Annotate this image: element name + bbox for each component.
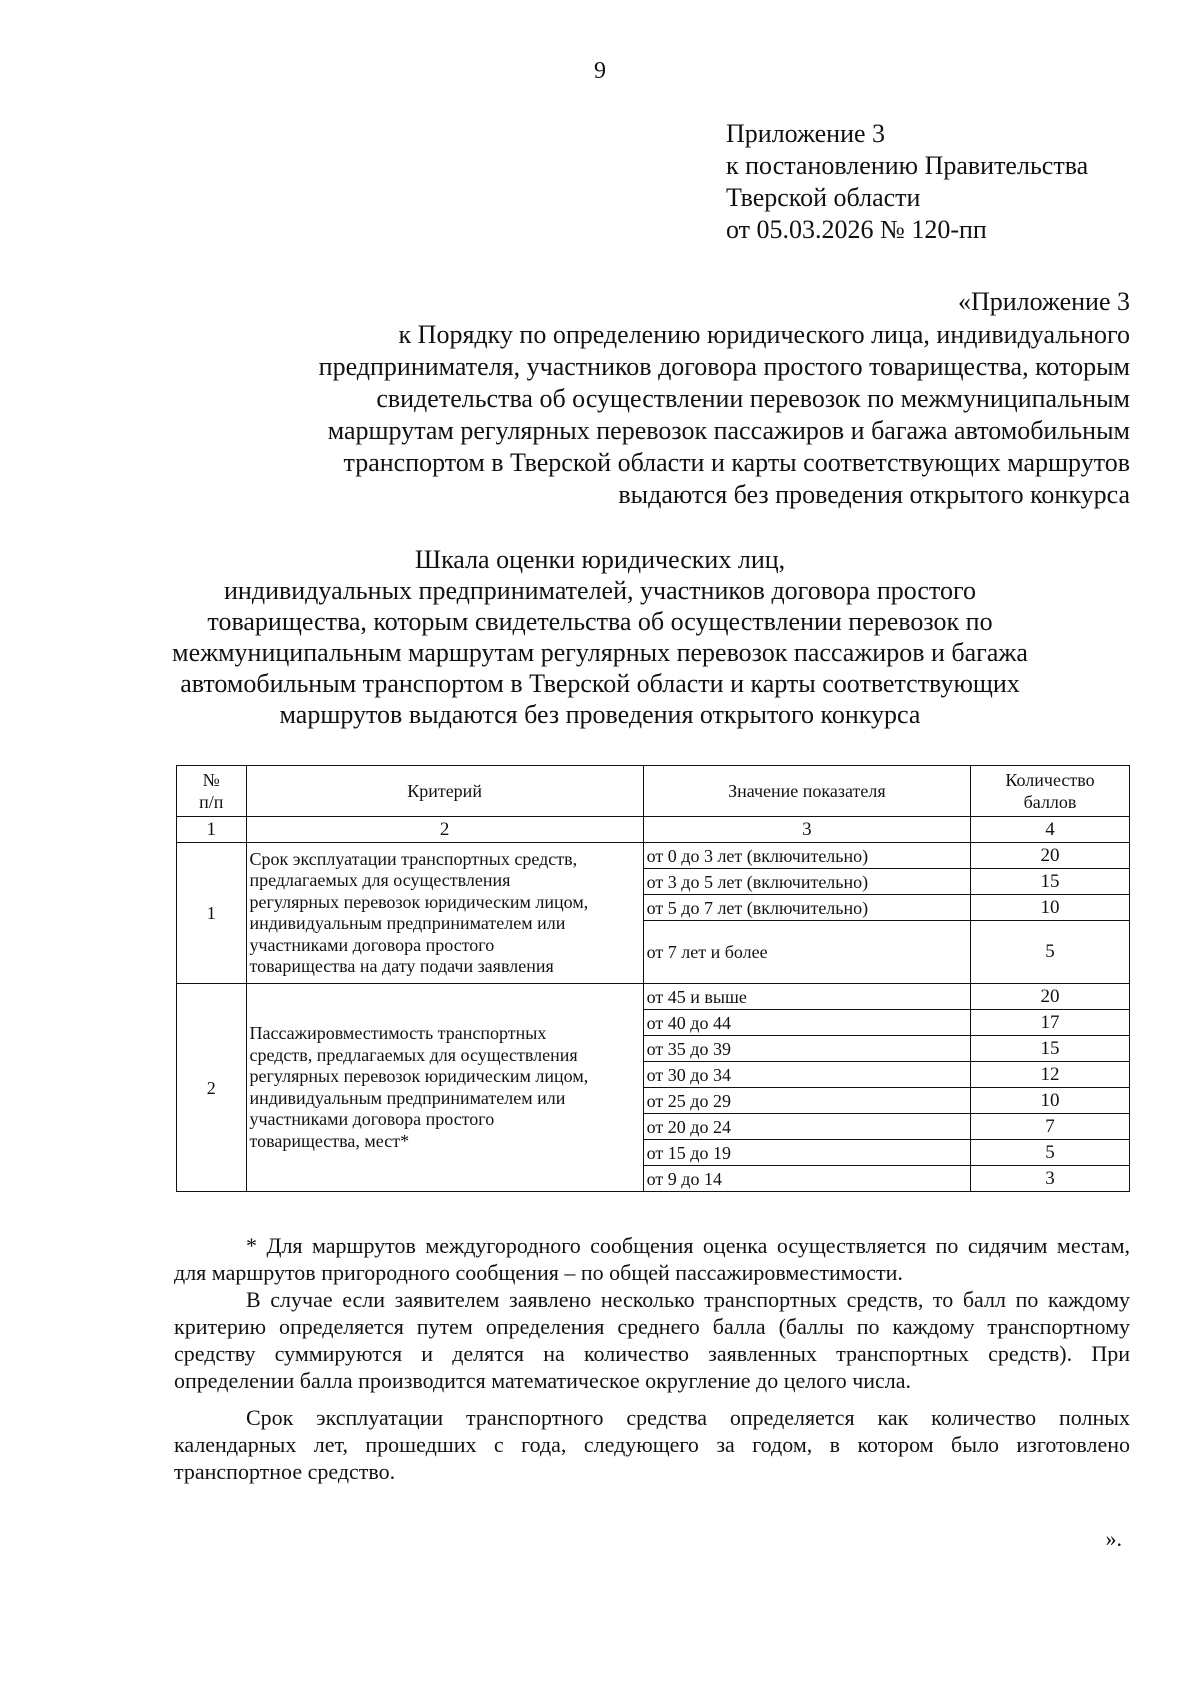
- indicator-value: от 9 до 14: [643, 1166, 970, 1192]
- points-value: 10: [971, 895, 1130, 921]
- scale-table: [176, 765, 1130, 1192]
- annex-heading: «Приложение 3: [957, 287, 1130, 316]
- table-header-row: [177, 766, 1130, 817]
- points-value: 12: [971, 1062, 1130, 1088]
- indicator-value: от 40 до 44: [643, 1010, 970, 1036]
- points-value: 17: [971, 1010, 1130, 1036]
- title-line: межмуниципальным маршрутам регулярных перевозок пассажиров и багажа: [172, 638, 1028, 667]
- annex-line: к Порядку по определению юридического лица, индивидуального: [398, 320, 1130, 349]
- title-line: автомобильным транспортом в Тверской области и карты соответствующих: [180, 669, 1020, 698]
- criterion-number: 1: [177, 843, 247, 984]
- indicator-value: от 0 до 3 лет (включительно): [643, 843, 970, 869]
- criterion-number: 2: [177, 984, 247, 1192]
- header-value: Значение показателя: [643, 766, 970, 817]
- approval-line: от 05.03.2026 № 120-пп: [726, 215, 987, 244]
- footnotes: [174, 1232, 1130, 1485]
- closing-quote: ».: [1105, 1526, 1122, 1551]
- table-row: [177, 984, 1130, 1010]
- column-index: 1: [177, 817, 247, 843]
- title-line: маршрутов выдаются без проведения открытого конкурса: [279, 700, 921, 729]
- annex-line: выдаются без проведения открытого конкурса: [618, 480, 1130, 509]
- criterion-line: индивидуальным предпринимателем или: [249, 913, 566, 933]
- points-value: 5: [971, 921, 1130, 984]
- header-points: [971, 766, 1130, 817]
- indicator-value: от 30 до 34: [643, 1062, 970, 1088]
- indicator-value: от 5 до 7 лет (включительно): [643, 895, 970, 921]
- annex-line: свидетельства об осуществлении перевозок по межмуниципальным: [376, 384, 1130, 413]
- document-title: [0, 544, 1200, 730]
- indicator-value: от 45 и выше: [643, 984, 970, 1010]
- column-index-row: [177, 817, 1130, 843]
- header-num-line1: №: [202, 770, 220, 790]
- criterion-line: предлагаемых для осуществления: [249, 870, 511, 890]
- column-index: 3: [643, 817, 970, 843]
- title-line: Шкала оценки юридических лиц,: [414, 545, 786, 574]
- criterion-line: товарищества, мест*: [249, 1130, 410, 1151]
- indicator-value: от 35 до 39: [643, 1036, 970, 1062]
- points-value: 15: [971, 1036, 1130, 1062]
- footnote-paragraph: В случае если заявителем заявлено несколько транспортных средств, то балл по каждому критерию определяется путем определения среднего балла (баллы по каждому транспортному средству суммируются и делятся на количество заявленных транспортных средств). При определении балла производится математическое округление до целого числа.: [174, 1287, 1130, 1393]
- criterion-line: Пассажировместимость транспортных: [249, 1023, 547, 1043]
- column-index: 2: [246, 817, 643, 843]
- annex-line: маршрутам регулярных перевозок пассажиров и багажа автомобильным: [327, 416, 1130, 445]
- indicator-value: от 15 до 19: [643, 1140, 970, 1166]
- points-value: 15: [971, 869, 1130, 895]
- title-line: товарищества, которым свидетельства об осуществлении перевозок по: [207, 607, 993, 636]
- criterion-line: средств, предлагаемых для осуществления: [249, 1044, 578, 1065]
- approval-line: к постановлению Правительства: [726, 151, 1089, 180]
- header-criterion: Критерий: [246, 766, 643, 817]
- approval-line: Тверской области: [726, 183, 921, 212]
- indicator-value: от 3 до 5 лет (включительно): [643, 869, 970, 895]
- criterion-line: участниками договора простого: [249, 934, 495, 955]
- annex-line: предпринимателя, участников договора простого товарищества, которым: [318, 352, 1130, 381]
- annex-line: транспортом в Тверской области и карты соответствующих маршрутов: [343, 448, 1130, 477]
- criterion-line: товарищества на дату подачи заявления: [249, 956, 554, 976]
- header-points-line1: Количество: [1005, 770, 1095, 790]
- header-num: [177, 766, 247, 817]
- indicator-value: от 7 лет и более: [643, 921, 970, 984]
- header-num-line2: п/п: [199, 792, 224, 812]
- footnote-paragraph: Срок эксплуатации транспортного средства определяется как количество полных календарных лет, прошедших с года, следующего за годом, в котором было изготовлено транспортное средство.: [174, 1405, 1130, 1484]
- points-value: 20: [971, 984, 1130, 1010]
- column-index: 4: [971, 817, 1130, 843]
- points-value: 7: [971, 1114, 1130, 1140]
- criterion-text: [246, 843, 643, 984]
- points-value: 20: [971, 843, 1130, 869]
- points-value: 10: [971, 1088, 1130, 1114]
- criterion-line: регулярных перевозок юридическим лицом,: [249, 1066, 589, 1086]
- criterion-line: участниками договора простого: [249, 1109, 495, 1129]
- points-value: 5: [971, 1140, 1130, 1166]
- criterion-line: Срок эксплуатации транспортных средств,: [249, 848, 578, 869]
- table-row: [177, 843, 1130, 869]
- annex-body: [130, 319, 1130, 511]
- criterion-line: регулярных перевозок юридическим лицом,: [249, 891, 589, 912]
- criterion-line: индивидуальным предпринимателем или: [249, 1087, 566, 1108]
- indicator-value: от 25 до 29: [643, 1088, 970, 1114]
- page-number: 9: [594, 58, 606, 84]
- approval-line: Приложение 3: [726, 119, 886, 148]
- criterion-text: [246, 984, 643, 1192]
- points-value: 3: [971, 1166, 1130, 1192]
- indicator-value: от 20 до 24: [643, 1114, 970, 1140]
- approval-block: [726, 118, 1088, 246]
- title-line: индивидуальных предпринимателей, участников договора простого: [224, 576, 976, 605]
- footnote-paragraph: * Для маршрутов междугородного сообщения оценка осуществляется по сидячим местам, для маршрутов пригородного сообщения – по общей пассажировместимости.: [174, 1233, 1130, 1285]
- header-points-line2: баллов: [1023, 792, 1077, 812]
